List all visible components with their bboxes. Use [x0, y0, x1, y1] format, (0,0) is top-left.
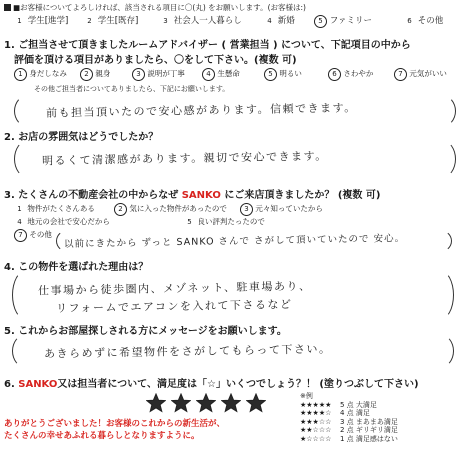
- q3-title: [4, 186, 380, 201]
- customer-type-option-label: ファミリー: [329, 16, 373, 26]
- q1-option-number: 6: [328, 68, 341, 81]
- legend-text: 3 点 まあまあ満足: [340, 417, 398, 426]
- q1-option-label: 説明が丁寧: [147, 69, 185, 78]
- q1-option-label: 明るい: [279, 69, 302, 78]
- customer-type-option-3[interactable]: [160, 14, 242, 27]
- q3-option-number: 4: [17, 218, 22, 226]
- q1-option-number: 1: [14, 68, 27, 81]
- q1-option-number: 5: [264, 68, 277, 81]
- customer-type-option-5[interactable]: [314, 14, 372, 28]
- q3-option-number: 2: [114, 203, 127, 216]
- customer-type-option-label: その他: [417, 16, 444, 26]
- q1-option-label: 生懸命: [217, 69, 240, 78]
- q1-option-label: さわやか: [343, 69, 374, 78]
- customer-type-option-6[interactable]: [404, 14, 443, 27]
- q1-subtitle: 評価を頂ける項目がありましたら、〇をして下さい。(複数 可): [14, 55, 297, 66]
- q3-option-2[interactable]: [114, 203, 227, 216]
- q1-answer: 前も担当頂いたので安心感があります。信頼できます。: [45, 101, 357, 120]
- thank-you-line2: たくさんの幸せあふれる暮らしとなりますように。: [4, 430, 200, 441]
- legend-stars: ★☆☆☆☆: [300, 434, 332, 443]
- q1-option-label: 親身: [95, 69, 111, 78]
- customer-type-option-label: 学生[進学]: [27, 16, 69, 26]
- q3-answer-box: [56, 229, 452, 253]
- q1-option-number: 4: [202, 68, 215, 81]
- q1-option-number: 3: [132, 68, 145, 81]
- q3-option-number: 1: [17, 205, 22, 213]
- q1-option-7[interactable]: [394, 68, 447, 81]
- q5-title: 5. これからお部屋探しされる方にメッセージをお願いします。: [4, 326, 287, 337]
- customer-type-option-number: 6: [407, 17, 412, 25]
- top-note-text: ■お客様についてよろしければ、該当される項目に〇(丸) をお願いします。(お客様は:): [13, 3, 306, 12]
- q3-option-label: 良い評判たったので: [197, 217, 265, 226]
- square-bullet-icon: [4, 4, 11, 11]
- legend-text: 4 点 満足: [340, 409, 370, 417]
- q2-title: 2. お店の雰囲気はどうでしたか？: [4, 132, 159, 143]
- legend-header: ※例: [300, 392, 313, 400]
- legend-row: [300, 426, 456, 435]
- q1-title: 1. ご担当させて頂きましたルームアドバイザー ( 営業担当 ) について、下記項目の中から: [4, 40, 411, 51]
- q6-title-post: 又は担当者について、満足度は「☆」いくつでしょう？！ (塗りつぶして下さい): [57, 379, 419, 390]
- customer-type-option-1[interactable]: [14, 14, 68, 27]
- q3-option-4[interactable]: [14, 216, 110, 228]
- q4-answer-line1: 仕事場から徒歩圏内、メゾネット、駐車場あり、: [37, 279, 312, 298]
- q1-option-5[interactable]: [264, 68, 302, 81]
- q6-title: [4, 375, 419, 390]
- customer-type-option-label: 新婚: [277, 16, 295, 26]
- customer-type-option-label: 学生[既存]: [97, 16, 139, 26]
- q3-option-label: 元々知っていたから: [255, 204, 323, 213]
- q1-option-number: 7: [394, 68, 407, 81]
- q3-answer: 以前にきたから ずっと SANKO さんで さがして頂いていたので 安心。: [63, 233, 406, 250]
- legend-row: [300, 435, 456, 444]
- customer-type-option-2[interactable]: [84, 14, 138, 27]
- customer-type-option-number: 5: [314, 15, 327, 28]
- q1-option-label: 身だしなみ: [29, 69, 67, 78]
- q3-option-label: 気に入った物件があったので: [129, 204, 227, 213]
- q1-option-number: 2: [80, 68, 93, 81]
- thank-you-line1: ありがとうございました！お客様のこれからの新生活が、: [4, 419, 226, 429]
- legend-text: 5 点 大満足: [340, 400, 377, 409]
- q3-option-number: 7: [14, 229, 27, 242]
- q3-option-label: その他: [29, 230, 52, 239]
- q2-answer: 明るくて清潔感があります。親切で安心できます。: [41, 149, 328, 168]
- star-icon[interactable]: [246, 393, 266, 413]
- q5-answer: あきらめずに希望物件をさがしてもらって下さい。: [43, 342, 332, 361]
- q6-title-pre: 6.: [4, 379, 19, 390]
- star-icon[interactable]: [221, 393, 241, 413]
- customer-type-option-number: 2: [87, 17, 92, 25]
- q3-option-7[interactable]: [14, 229, 52, 242]
- legend-stars: ★★★☆☆: [300, 417, 332, 426]
- q1-option-2[interactable]: [80, 68, 110, 81]
- q3-option-label: 地元の会社で安心だから: [27, 217, 110, 226]
- sanko-brand: SANKO: [18, 379, 58, 390]
- q3-option-1[interactable]: [14, 203, 95, 215]
- q3-option-label: 物件がたくさんある: [27, 204, 95, 213]
- top-note: [4, 2, 306, 13]
- legend-row: [300, 409, 456, 418]
- legend-text: 2 点 ギリギリ満足: [340, 426, 398, 434]
- legend-stars: ★★☆☆☆: [300, 426, 332, 434]
- legend-row: [300, 401, 456, 410]
- legend-stars: ★★★★☆: [300, 409, 332, 417]
- q1-option-6[interactable]: [328, 68, 373, 81]
- q1-option-1[interactable]: [14, 68, 67, 81]
- legend-stars: ★★★★★: [300, 400, 332, 409]
- q1-options: [14, 68, 460, 82]
- customer-type-option-label: 社会人一人暮らし: [173, 16, 242, 26]
- star-icon[interactable]: [171, 393, 191, 413]
- sanko-brand: SANKO: [181, 190, 221, 201]
- q1-option-4[interactable]: [202, 68, 240, 81]
- thank-you-message: [4, 419, 225, 442]
- q3-option-number: 5: [187, 218, 192, 226]
- customer-type-option-4[interactable]: [264, 14, 295, 27]
- rating-stars: [146, 393, 272, 413]
- q3-option-number: 3: [240, 203, 253, 216]
- q4-title: 4. この物件を選ばれた理由は？: [4, 262, 149, 273]
- q3-option-5[interactable]: [184, 216, 265, 228]
- q3-title-post: にご来店頂きましたか？ (複数 可): [220, 190, 381, 201]
- customer-type-option-number: 3: [163, 17, 168, 25]
- q3-title-pre: 3. たくさんの不動産会社の中からなぜ: [4, 190, 182, 201]
- star-icon[interactable]: [196, 393, 216, 413]
- customer-type-option-number: 1: [17, 17, 22, 25]
- q3-option-3[interactable]: [240, 203, 323, 216]
- star-icon[interactable]: [146, 393, 166, 413]
- q1-option-3[interactable]: [132, 68, 185, 81]
- q1-option-label: 元気がいい: [409, 69, 447, 78]
- legend-row: [300, 418, 456, 427]
- customer-type-option-number: 4: [267, 17, 272, 25]
- rating-legend: [300, 392, 456, 443]
- q4-answer-line2: リフォームでエアコンを入れて下さるなど: [55, 297, 293, 316]
- q1-note: その他ご担当者についてありましたら、下記にお願いします。: [34, 85, 230, 93]
- legend-text: 1 点 満足感はない: [340, 434, 398, 443]
